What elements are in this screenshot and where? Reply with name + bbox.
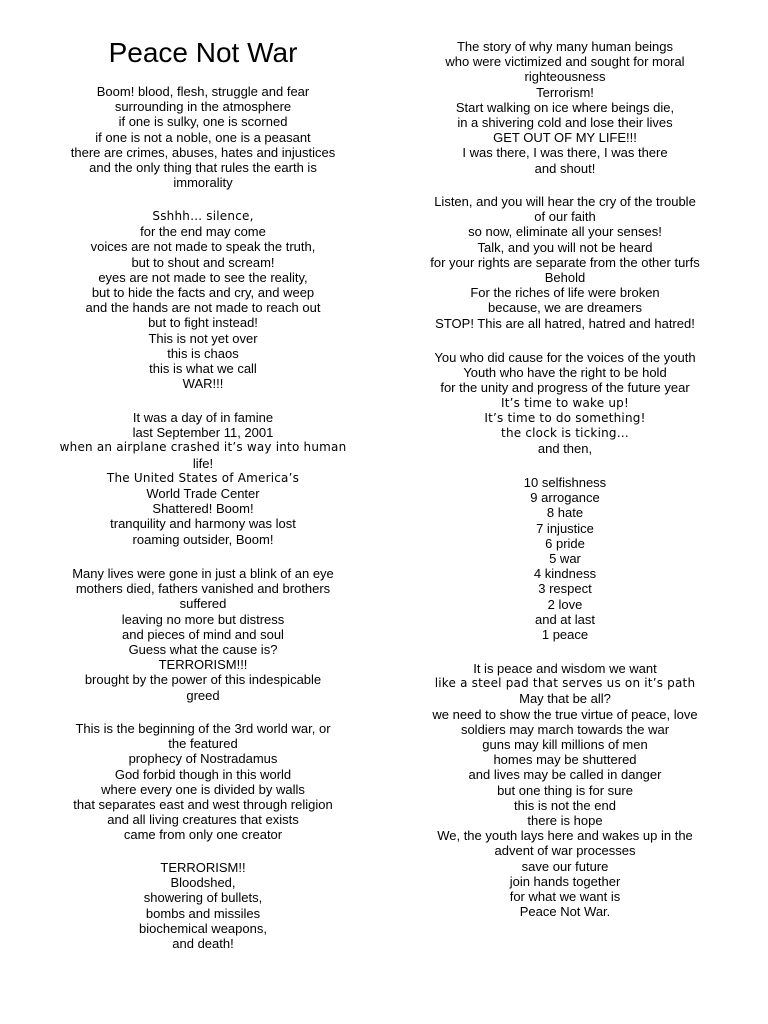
poem-line: because, we are dreamers [488, 300, 642, 316]
stanza [402, 39, 728, 176]
poem-line: when an airplane crashed it’s way into human [59, 440, 347, 455]
poem-line: and at last [535, 611, 595, 627]
poem-line: STOP! This are all hatred, hatred and hatred! [435, 315, 695, 331]
poem-line: showering of bullets, [143, 890, 263, 906]
poem-line: the featured [168, 736, 238, 752]
poem-line: and the hands are not made to reach out [85, 300, 321, 316]
poem-line: 2 love [547, 596, 583, 612]
poem-line: eyes are not made to see the reality, [98, 269, 308, 285]
stanza [40, 84, 366, 190]
poem-line: May that be all? [519, 691, 611, 707]
poem-line: advent of war processes [494, 843, 636, 859]
poem-line: TERRORISM!!! [158, 657, 248, 673]
stanza [40, 209, 366, 391]
poem-line: 3 respect [538, 581, 592, 597]
poem-line: this is not the end [514, 797, 616, 813]
poem-line: but to fight instead! [148, 315, 258, 331]
stanza [402, 475, 728, 642]
poem-line: voices are not made to speak the truth, [90, 239, 316, 255]
poem-line: 1 peace [541, 627, 589, 643]
poem-line: but one thing is for sure [497, 782, 633, 798]
poem-line: greed [186, 687, 220, 703]
poem-line: Bloodshed, [170, 875, 236, 891]
poem-line: This is the beginning of the 3rd world war, or [75, 721, 331, 736]
poem-line: World Trade Center [146, 486, 260, 502]
poem-line: For the riches of life were broken [470, 285, 660, 301]
poem-line: Listen, and you will hear the cry of the trouble [434, 194, 696, 209]
stanza [402, 661, 728, 919]
poem-line: GET OUT OF MY LIFE!!! [493, 130, 637, 146]
poem-line: and shout! [534, 160, 596, 176]
poem-line: join hands together [509, 873, 621, 889]
poem-line: 6 pride [545, 535, 585, 551]
poem-line: surrounding in the atmosphere [114, 99, 292, 115]
poem-line: but to shout and scream! [131, 254, 275, 270]
stanza [40, 721, 366, 843]
poem-line: but to hide the facts and cry, and weep [91, 285, 315, 301]
poem-line: and lives may be called in danger [468, 767, 662, 783]
poem-line: prophecy of Nostradamus [128, 751, 278, 767]
poem-line: Shattered! Boom! [152, 501, 254, 517]
poem-line: 5 war [549, 551, 581, 567]
poem-line: 10 selfishness [523, 475, 607, 490]
poem-line: 7 injustice [536, 520, 594, 536]
stanza [402, 350, 728, 456]
poem-line: and the only thing that rules the earth is [89, 160, 317, 176]
poem-line: guns may kill millions of men [482, 737, 648, 753]
poem-line: for what we want is [509, 889, 621, 905]
poem-line: WAR!!! [182, 376, 224, 392]
poem-line: in a shivering cold and lose their lives [457, 115, 673, 131]
poem-line: came from only one creator [123, 827, 283, 843]
poem-line: brought by the power of this indespicable [84, 672, 322, 688]
poem-line: soldiers may march towards the war [460, 721, 670, 737]
stanza [402, 194, 728, 331]
poem-line: TERRORISM!! [160, 860, 246, 875]
poem-line: Youth who have the right to be hold [463, 365, 667, 381]
poem-line: It’s time to wake up! [500, 395, 630, 410]
poem-line: last September 11, 2001 [132, 425, 274, 441]
stanza [40, 566, 366, 703]
poem-line: and pieces of mind and soul [122, 626, 284, 642]
poem-line: leaving no more but distress [121, 611, 285, 627]
poem-line: 4 kindness [533, 566, 597, 582]
poem-line: Peace Not War. [519, 904, 611, 920]
poem-line: there are crimes, abuses, hates and injustices [70, 144, 336, 160]
poem-line: Start walking on ice where beings die, [455, 99, 675, 115]
poem-line: save our future [521, 858, 609, 874]
poem-line: there is hope [527, 813, 603, 829]
poem-line: God forbid though in this world [114, 766, 292, 782]
poem-line: It was a day of in famine [132, 410, 274, 425]
poem-line: mothers died, fathers vanished and brothers [75, 581, 331, 597]
poem-line: this is chaos [167, 345, 239, 361]
stanza [40, 410, 366, 547]
poem-line: like a steel pad that serves us on it’s path [434, 676, 696, 691]
poem-line: 9 arrogance [530, 490, 600, 506]
poem-line: biochemical weapons, [139, 920, 267, 936]
poem-line: if one is not a noble, one is a peasant [95, 129, 311, 145]
poem-line: righteousness [524, 69, 606, 85]
poem-line: so now, eliminate all your senses! [468, 224, 662, 240]
poem-line: 8 hate [546, 505, 584, 521]
poem-line: and death! [172, 936, 234, 952]
stanza [40, 860, 366, 951]
poem-line: The United States of America’s [106, 470, 300, 485]
poem-line: immorality [173, 175, 233, 191]
poem-line: and then, [537, 441, 593, 457]
poem-line: for the end may come [140, 224, 266, 240]
poem-line: who were victimized and sought for moral [445, 54, 685, 70]
poem-line: The story of why many human beings [456, 39, 674, 54]
poem-line: suffered [179, 596, 227, 612]
poem-line: life! [192, 455, 214, 471]
poem-line: It’s time to do something! [484, 410, 646, 425]
poem-line: Many lives were gone in just a blink of an eye [72, 566, 334, 581]
poem-line: and all living creatures that exists [107, 812, 299, 828]
poem-line: It is peace and wisdom we want [473, 661, 657, 676]
poem-line: I was there, I was there, I was there [462, 145, 668, 161]
poem-title: Peace Not War [108, 37, 298, 68]
poem-line: that separates east and west through religion [73, 797, 333, 813]
poem-line: this is what we call [149, 361, 257, 377]
poem-line: for your rights are separate from the other turfs [430, 254, 700, 270]
poem-line: Talk, and you will not be heard [477, 239, 653, 255]
poem-line: Guess what the cause is? [128, 642, 278, 658]
poem-line: we need to show the true virtue of peace, love [432, 706, 698, 722]
poem-line: bombs and missiles [145, 905, 261, 921]
poem-line: the clock is ticking… [501, 426, 629, 441]
poem-line: roaming outsider, Boom! [132, 531, 274, 547]
poem-line: This is not yet over [148, 330, 258, 346]
poem-line: for the unity and progress of the future year [440, 380, 690, 396]
poem-line: where every one is divided by walls [101, 781, 305, 797]
poem-line: You who did cause for the voices of the youth [434, 350, 696, 365]
poem-line: if one is sulky, one is scorned [118, 114, 288, 130]
poem-line: Behold [544, 270, 586, 286]
poem-line: We, the youth lays here and wakes up in the [437, 828, 693, 844]
poem-line: Terrorism! [536, 84, 594, 100]
poem-line: of our faith [534, 209, 596, 225]
poem-line: homes may be shuttered [493, 752, 637, 768]
poem-line: tranquility and harmony was lost [110, 516, 296, 532]
poem-line: Boom! blood, flesh, struggle and fear [96, 84, 310, 99]
poem-line: Sshhh… silence, [152, 209, 254, 223]
